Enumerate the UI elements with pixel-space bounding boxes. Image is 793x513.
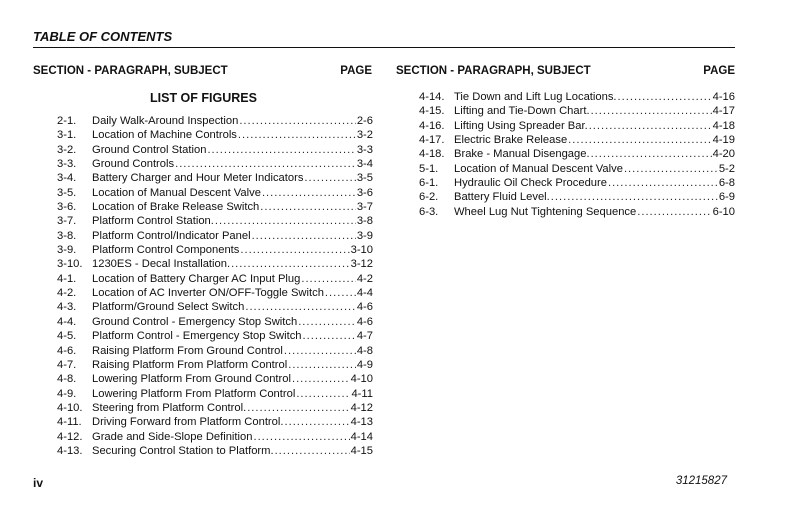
figure-title: Location of AC Inverter ON/OFF-Toggle Switch bbox=[92, 287, 324, 300]
figure-title: Securing Control Station to Platform. bbox=[92, 444, 274, 457]
toc-entry[interactable] bbox=[57, 444, 373, 458]
dot-leader bbox=[275, 444, 350, 458]
toc-entry[interactable] bbox=[57, 300, 373, 314]
page-ref: 3-8 bbox=[356, 215, 373, 228]
page-ref: 4-2 bbox=[356, 272, 373, 285]
dot-leader bbox=[608, 176, 718, 190]
figure-title: Steering from Platform Control. bbox=[92, 401, 247, 414]
figure-number: 4-5. bbox=[57, 330, 77, 343]
page-ref: 4-19 bbox=[712, 134, 735, 147]
toc-entry[interactable] bbox=[57, 229, 373, 243]
figure-title: Tie Down and Lift Lug Locations. bbox=[454, 91, 617, 103]
dot-leader bbox=[239, 114, 356, 128]
page-ref: 6-9 bbox=[718, 191, 735, 204]
dot-leader bbox=[551, 190, 718, 204]
dot-leader bbox=[296, 387, 350, 401]
figure-title: Location of Battery Charger AC Input Plug bbox=[92, 272, 301, 285]
figure-number: 4-14. bbox=[419, 91, 445, 103]
dot-leader bbox=[591, 147, 712, 161]
dot-leader bbox=[231, 257, 350, 271]
document-number: 31215827 bbox=[675, 475, 727, 487]
dot-leader bbox=[262, 186, 356, 200]
dot-leader bbox=[252, 229, 356, 243]
figure-number: 4-18. bbox=[419, 148, 445, 161]
page-ref: 3-12 bbox=[350, 258, 373, 271]
toc-entry[interactable] bbox=[57, 315, 373, 329]
figure-title: Location of Manual Descent Valve bbox=[454, 162, 623, 175]
toc-entry[interactable] bbox=[419, 147, 735, 161]
figure-list-left bbox=[57, 114, 373, 458]
figure-number: 3-2. bbox=[57, 143, 77, 156]
toc-entry[interactable] bbox=[57, 387, 373, 401]
figure-number: 3-6. bbox=[57, 201, 77, 214]
toc-entry[interactable] bbox=[57, 344, 373, 358]
page-ref: 4-16 bbox=[712, 91, 735, 103]
figure-number: 4-11. bbox=[57, 416, 82, 429]
page-ref: 4-17 bbox=[712, 105, 735, 118]
figure-number: 4-6. bbox=[57, 344, 77, 357]
toc-entry[interactable] bbox=[57, 372, 373, 386]
figure-number: 3-4. bbox=[57, 172, 77, 185]
page-ref: 2-6 bbox=[356, 115, 373, 127]
figure-number: 4-17. bbox=[419, 134, 445, 147]
page-ref: 4-14 bbox=[350, 430, 373, 443]
figure-number: 4-15. bbox=[419, 105, 445, 118]
toc-entry[interactable] bbox=[419, 162, 735, 176]
page-ref: 4-12 bbox=[350, 401, 373, 414]
page-ref: 3-9 bbox=[356, 229, 373, 242]
toc-entry[interactable] bbox=[57, 358, 373, 372]
dot-leader bbox=[325, 286, 356, 300]
dot-leader bbox=[238, 128, 356, 142]
figure-number: 4-1. bbox=[57, 272, 77, 285]
page-ref: 6-8 bbox=[718, 177, 735, 190]
figure-title: Lowering Platform From Platform Control bbox=[92, 387, 296, 400]
figure-title: Raising Platform From Ground Control bbox=[92, 344, 283, 357]
figure-number: 3-10. bbox=[57, 258, 83, 271]
page-ref: 4-15 bbox=[350, 444, 373, 457]
toc-entry[interactable] bbox=[419, 176, 735, 190]
toc-entry[interactable] bbox=[419, 133, 735, 147]
figure-title: Ground Controls bbox=[92, 158, 175, 171]
figure-title: Wheel Lug Nut Tightening Sequence bbox=[454, 205, 637, 218]
page-ref: 4-8 bbox=[356, 344, 373, 357]
dot-leader bbox=[215, 214, 356, 228]
list-of-figures-title: LIST OF FIGURES bbox=[150, 91, 257, 105]
toc-entry[interactable] bbox=[57, 329, 373, 343]
figure-title: Driving Forward from Platform Control. bbox=[92, 416, 284, 429]
figure-title: Platform Control/Indicator Panel bbox=[92, 229, 251, 242]
figure-title: Lifting and Tie-Down Chart. bbox=[454, 105, 590, 118]
figure-number: 4-7. bbox=[57, 358, 77, 371]
section-heading: SECTION - PARAGRAPH, SUBJECT bbox=[33, 65, 228, 77]
figure-title: Platform Control Station. bbox=[92, 215, 214, 228]
toc-entry[interactable] bbox=[57, 286, 373, 300]
toc-entry[interactable] bbox=[57, 214, 373, 228]
page-ref: 4-7 bbox=[356, 330, 373, 343]
figure-title: Battery Fluid Level. bbox=[454, 191, 550, 204]
page-ref: 3-2 bbox=[356, 129, 373, 142]
figure-title: Brake - Manual Disengage. bbox=[454, 148, 590, 161]
figure-title: Battery Charger and Hour Meter Indicators bbox=[92, 172, 304, 185]
left-column-header bbox=[33, 65, 372, 77]
figure-number: 3-5. bbox=[57, 186, 77, 199]
page-ref: 4-4 bbox=[356, 287, 373, 300]
page-ref: 5-2 bbox=[718, 162, 735, 175]
figure-list-right bbox=[419, 90, 735, 219]
figure-title: Location of Machine Controls bbox=[92, 129, 237, 142]
toc-entry[interactable] bbox=[57, 114, 373, 128]
header-rule bbox=[33, 47, 735, 48]
dot-leader bbox=[253, 430, 349, 444]
page-title: TABLE OF CONTENTS bbox=[33, 29, 173, 44]
dot-leader bbox=[568, 133, 711, 147]
toc-entry[interactable] bbox=[419, 90, 735, 104]
toc-entry[interactable] bbox=[57, 171, 373, 185]
figure-title: Daily Walk-Around Inspection bbox=[92, 115, 239, 127]
dot-leader bbox=[303, 329, 356, 343]
figure-number: 3-9. bbox=[57, 244, 77, 257]
page-heading: PAGE bbox=[340, 65, 372, 77]
page-ref: 4-11 bbox=[351, 387, 373, 400]
toc-entry[interactable] bbox=[57, 143, 373, 157]
figure-title: Lowering Platform From Ground Control bbox=[92, 373, 291, 386]
figure-number: 3-8. bbox=[57, 229, 77, 242]
toc-entry[interactable] bbox=[57, 272, 373, 286]
figure-number: 4-16. bbox=[419, 119, 445, 132]
toc-entry[interactable] bbox=[419, 104, 735, 118]
dot-leader bbox=[240, 243, 349, 257]
toc-entry[interactable] bbox=[419, 119, 735, 133]
page-ref: 4-10 bbox=[350, 373, 373, 386]
toc-entry[interactable] bbox=[57, 200, 373, 214]
dot-leader bbox=[589, 119, 712, 133]
dot-leader bbox=[260, 200, 356, 214]
figure-number: 2-1. bbox=[57, 115, 77, 127]
toc-entry[interactable] bbox=[419, 205, 735, 219]
page-ref: 4-20 bbox=[712, 148, 735, 161]
dot-leader bbox=[301, 272, 355, 286]
figure-number: 4-12. bbox=[57, 430, 83, 443]
dot-leader bbox=[247, 401, 349, 415]
page-ref: 4-9 bbox=[356, 358, 373, 371]
toc-entry[interactable] bbox=[57, 243, 373, 257]
figure-title: Ground Control Station bbox=[92, 143, 207, 156]
dot-leader bbox=[245, 300, 355, 314]
page-ref: 3-7 bbox=[356, 201, 373, 214]
figure-number: 3-1. bbox=[57, 129, 77, 142]
figure-title: Location of Brake Release Switch bbox=[92, 201, 260, 214]
dot-leader bbox=[207, 143, 355, 157]
right-column-header bbox=[396, 65, 735, 77]
page-number: iv bbox=[33, 476, 44, 490]
figure-title: Raising Platform From Platform Control bbox=[92, 358, 288, 371]
figure-number: 6-3. bbox=[419, 205, 439, 218]
dot-leader bbox=[284, 344, 356, 358]
figure-number: 4-8. bbox=[57, 373, 77, 386]
page-ref: 3-3 bbox=[356, 143, 373, 156]
figure-number: 5-1. bbox=[419, 162, 439, 175]
page-ref: 6-10 bbox=[712, 205, 735, 218]
dot-leader bbox=[175, 157, 356, 171]
figure-title: Grade and Side-Slope Definition bbox=[92, 430, 253, 443]
page-ref: 4-6 bbox=[356, 301, 373, 314]
dot-leader bbox=[618, 90, 712, 104]
figure-title: Electric Brake Release bbox=[454, 134, 568, 147]
figure-number: 4-9. bbox=[57, 387, 77, 400]
figure-title: 1230ES - Decal Installation. bbox=[92, 258, 231, 271]
toc-entry[interactable] bbox=[57, 257, 373, 271]
dot-leader bbox=[284, 415, 349, 429]
figure-number: 6-1. bbox=[419, 177, 439, 190]
dot-leader bbox=[298, 315, 356, 329]
page-ref: 3-4 bbox=[356, 158, 373, 171]
figure-number: 4-13. bbox=[57, 444, 83, 457]
toc-entry[interactable] bbox=[57, 430, 373, 444]
figure-number: 4-10. bbox=[57, 401, 83, 414]
page-ref: 4-13 bbox=[350, 416, 373, 429]
toc-entry[interactable] bbox=[57, 157, 373, 171]
toc-entry[interactable] bbox=[57, 186, 373, 200]
figure-title: Platform/Ground Select Switch bbox=[92, 301, 245, 314]
page-ref: 3-5 bbox=[356, 172, 373, 185]
dot-leader bbox=[288, 358, 356, 372]
page-ref: 4-18 bbox=[712, 119, 735, 132]
page-heading: PAGE bbox=[703, 65, 735, 77]
page-ref: 4-6 bbox=[356, 315, 373, 328]
toc-entry[interactable] bbox=[419, 190, 735, 204]
toc-entry[interactable] bbox=[57, 128, 373, 142]
page-ref: 3-6 bbox=[356, 186, 373, 199]
toc-entry[interactable] bbox=[57, 401, 373, 415]
figure-title: Lifting Using Spreader Bar. bbox=[454, 119, 588, 132]
figure-title: Ground Control - Emergency Stop Switch bbox=[92, 315, 298, 328]
figure-number: 3-3. bbox=[57, 158, 77, 171]
section-heading: SECTION - PARAGRAPH, SUBJECT bbox=[396, 65, 591, 77]
figure-title: Platform Control - Emergency Stop Switch bbox=[92, 330, 302, 343]
figure-number: 4-2. bbox=[57, 287, 77, 300]
figure-number: 4-4. bbox=[57, 315, 77, 328]
figure-title: Hydraulic Oil Check Procedure bbox=[454, 177, 607, 190]
toc-entry[interactable] bbox=[57, 415, 373, 429]
page-ref: 3-10 bbox=[350, 244, 373, 257]
dot-leader bbox=[637, 205, 711, 219]
figure-title: Platform Control Components bbox=[92, 244, 240, 257]
dot-leader bbox=[304, 171, 355, 185]
figure-number: 6-2. bbox=[419, 191, 439, 204]
dot-leader bbox=[591, 104, 712, 118]
dot-leader bbox=[292, 372, 350, 386]
figure-title: Location of Manual Descent Valve bbox=[92, 186, 261, 199]
figure-number: 3-7. bbox=[57, 215, 77, 228]
figure-number: 4-3. bbox=[57, 301, 77, 314]
dot-leader bbox=[624, 162, 718, 176]
